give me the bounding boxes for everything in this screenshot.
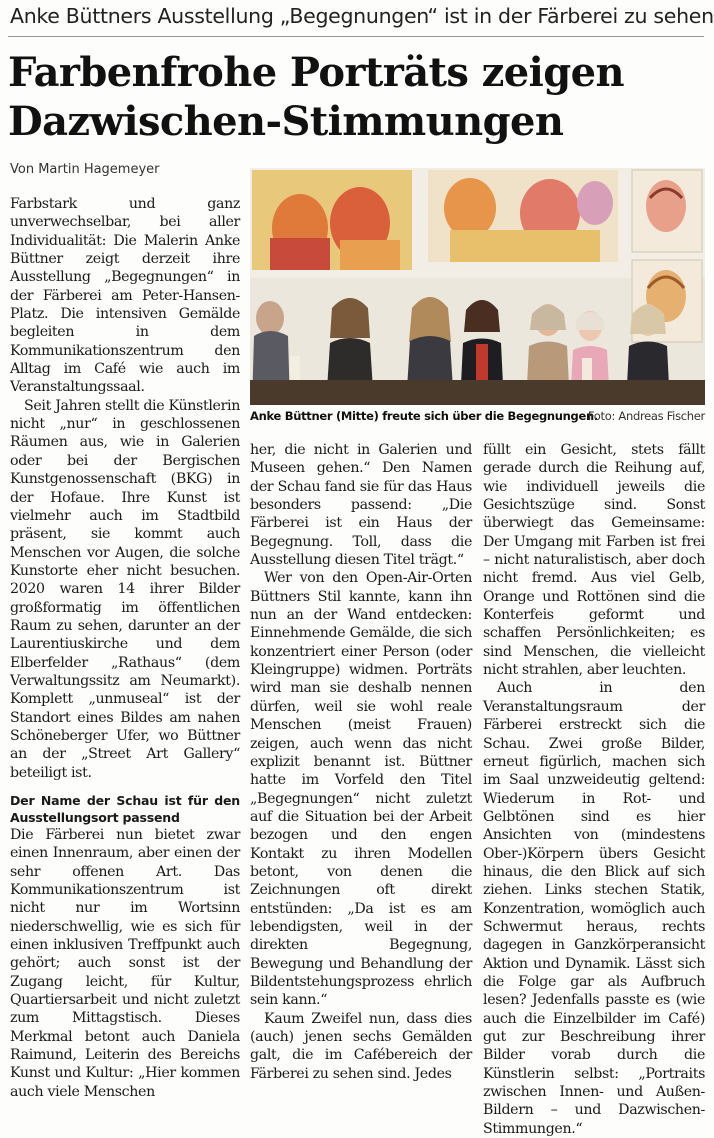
text-column-3 xyxy=(483,441,705,1138)
paragraph: Auch in den Veranstaltungsraum der Färberei erstreckt sich die Schau. Zwei große Bilder, erneut figürlich, machen sich im Saal unzweideutig geltend: Wiederum in Rot- und Gelbtönen sind es hier Ansichten von (mindestens Ober-)Körpern übers Gesicht hinaus, die den Blick auf sich ziehen. Links stechen Statik, Konzentration, womöglich auch Schwermut heraus, rechts dagegen in Ganzkörperansicht Aktion und Dynamik. Lässt sich die Folge gar als Aufbruch lesen? Jedenfalls passte es (wie auch die Einzelbilder im Café) gut zur Beschreibung ihrer Bilder vorab durch die Künstlerin selbst: „Portraits zwischen Innen- und Außen-Bildern – und Dazwischen-Stimmungen.“ xyxy=(483,680,705,1137)
paragraph: füllt ein Gesicht, stets fällt gerade durch die Reihung auf, wie individuell jeweils die Gesichtszüge sind. Sonst überwiegt das Gemeinsame: Der Umgang mit Farben ist frei – nicht naturalistisch, aber doch nicht fremd. Aus viel Gelb, Orange und Rottönen sind die Konterfeis geformt und schaffen Persönlichkeiten; es sind Menschen, die vielleicht nicht strahlen, aber leuchten. xyxy=(483,442,705,679)
paragraph: Kaum Zweifel nun, dass dies (auch) jenen sechs Gemälden galt, die im Cafébereich der Färberei zu sehen sind. Jedes xyxy=(250,1010,472,1082)
paragraph: her, die nicht in Galerien und Museen gehen.“ Den Namen der Schau fand sie für das Haus besonders passend: „Die Färberei ist ein Haus der Begegnung. Toll, dass die Ausstellung diesen Titel trägt.“ xyxy=(250,442,472,569)
paragraph: Seit Jahren stellt die Künstlerin nicht „nur“ in geschlossenen Räumen aus, wie in Galerien oder bei der Bergischen Kunstgenossenschaft (BKG) in der Hofaue. Ihre Kunst ist vielmehr auch im Stadtbild präsent, sie kommt auch Menschen vor Augen, die solche Kunstorte eher nicht besuchen. 2020 waren 14 ihrer Bilder großformatig im öffentlichen Raum zu sehen, darunter an der Laurentiuskirche und dem Elberfelder „Rathaus“ (dem Verwaltungssitz am Neumarkt). Komplett „unmuseal“ ist der Standort eines Bildes am nahen Schöneberger Ufer, wo Büttner an der „Street Art Gallery“ beteiligt ist. xyxy=(10,397,240,781)
byline: Von Martin Hagemeyer xyxy=(10,162,160,177)
headline-line-1: Farbenfrohe Porträts zeigen xyxy=(8,49,624,96)
photo-credit: Foto: Andreas Fischer xyxy=(587,409,705,423)
divider xyxy=(8,36,704,37)
candle-lamp xyxy=(582,358,592,380)
painting-right-top xyxy=(632,170,702,252)
paragraph: Wer von den Open-Air-Orten Büttners Stil kannte, kann ihn nun an der Wand entdecken: Einnehmende Gemälde, die sich konzentriert einer Person (oder Kleingruppe) widmen. Porträts wird man sie deshalb nennen dürfen, weil sie wohl reale Menschen (meist Frauen) zeigen, auch wenn das nicht explizit benannt ist. Büttner hatte im Vorfeld den Titel „Begegnungen“ nicht zuletzt auf die Situation bei der Arbeit bezogen und den engen Kontakt zu ihren Modellen betont, von denen die Zeichnungen oft direkt entstünden: „Da ist es am lebendigsten, weil in der direkten Begegnung, Bewegung und Behandlung der Bildentstehungsprozess ehrlich sein kann.“ xyxy=(250,570,472,1009)
caption-text: Anke Büttner (Mitte) freute sich über die Begegnungen. xyxy=(250,409,598,423)
paragraph: Farbstark und ganz unverwechselbar, bei aller Individualität: Die Malerin Anke Büttner zeigt derzeit ihre Ausstellung „Begegnungen“ in der Färberei am Peter-Hansen-Platz. Die intensiven Gemälde begleiten in dem Kommunikationszentrum den Alltag im Café wie auch im Veranstaltungssaal. xyxy=(10,196,240,396)
text-column-2 xyxy=(250,441,472,1083)
painting-left xyxy=(252,170,412,270)
table xyxy=(250,380,705,405)
article-photo xyxy=(250,168,705,405)
photo-caption xyxy=(250,409,705,423)
headline-line-2: Dazwischen-Stimmungen xyxy=(8,98,564,145)
text-column-1 xyxy=(10,195,240,1101)
paragraph: Die Färberei nun bietet zwar einen Innenraum, aber einen der sehr offenen Art. Das Kommunikationszentrum ist nicht nur im Wortsinn niederschwellig, wie es sich für einen inklusiven Treffpunkt auch gehört; auch sonst ist der Zugang leicht, für Kultur, Quartiersarbeit und nicht zuletzt zum Mittagstisch. Dieses Merkmal betont auch Daniela Raimund, Leiterin des Bereichs Kunst und Kultur: „Hier kommen auch viele Menschen xyxy=(10,827,240,1100)
candle-lamp xyxy=(290,356,300,380)
photo-illustration xyxy=(250,168,705,405)
article-kicker: Anke Büttners Ausstellung „Begegnungen“ ist in der Färberei zu sehen xyxy=(10,4,714,28)
subheading: Der Name der Schau ist für den Ausstellungsort passend xyxy=(10,793,240,825)
article-headline xyxy=(8,48,700,146)
painting-center xyxy=(428,170,618,262)
